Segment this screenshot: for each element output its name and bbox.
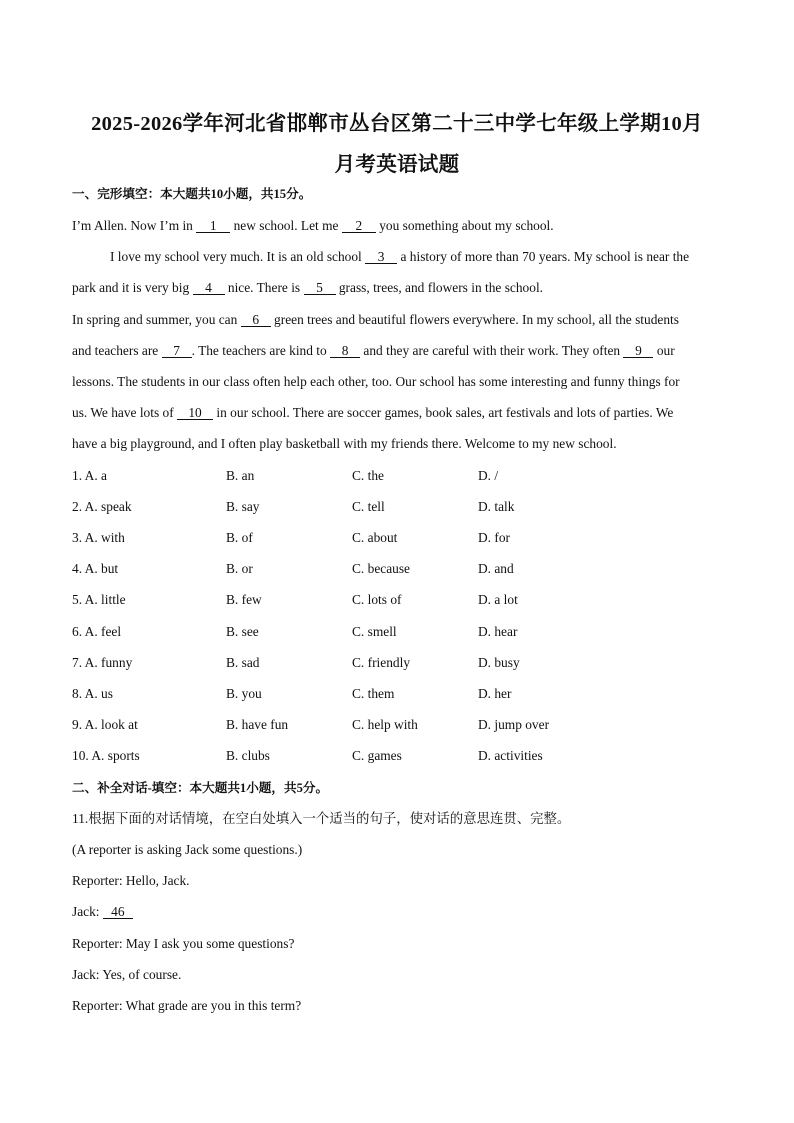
option-d: D. her xyxy=(478,686,512,701)
option-a: 3. A. with xyxy=(72,530,125,545)
option-a: 7. A. funny xyxy=(72,655,133,670)
dialogue-instruction: 11.根据下面的对话情境，在空白处填入一个适当的句子，使对话的意思连贯、完整。 xyxy=(72,811,571,826)
option-d: D. hear xyxy=(478,624,518,639)
option-d: D. talk xyxy=(478,499,515,514)
dialogue-line: Reporter: May I ask you some questions? xyxy=(72,936,295,951)
passage-line-1: I’m Allen. Now I’m in 1 new school. Let me 2 you something about my school. xyxy=(72,218,554,233)
option-a: 8. A. us xyxy=(72,686,113,701)
passage-line-7: us. We have lots of 10 in our school. There are soccer games, book sales, art festivals and lots of parties. We xyxy=(72,405,674,420)
option-c: C. help with xyxy=(352,717,418,732)
blank-7: 7 xyxy=(162,344,192,358)
dialogue-line: Reporter: Hello, Jack. xyxy=(72,873,190,888)
dialogue-line: Jack: Yes, of course. xyxy=(72,967,182,982)
passage-line-4: In spring and summer, you can 6 green trees and beautiful flowers everywhere. In my school, all the students xyxy=(72,312,679,327)
option-a: 4. A. but xyxy=(72,561,119,576)
option-a: 9. A. look at xyxy=(72,717,138,732)
option-a: 2. A. speak xyxy=(72,499,132,514)
blank-6: 6 xyxy=(241,313,271,327)
option-b: B. an xyxy=(226,468,255,483)
passage-line-8: have a big playground, and I often play basketball with my friends there. Welcome to my new school. xyxy=(72,436,617,451)
option-b: B. have fun xyxy=(226,717,289,732)
passage-line-6: lessons. The students in our class often help each other, too. Our school has some interesting and funny things for xyxy=(72,374,680,389)
option-b: B. see xyxy=(226,624,259,639)
option-c: C. because xyxy=(352,561,411,576)
option-b: B. sad xyxy=(226,655,260,670)
section-1-heading: 一、完形填空：本大题共10小题，共15分。 xyxy=(72,187,312,201)
option-a: 10. A. sports xyxy=(72,748,140,763)
option-d: D. / xyxy=(478,468,499,483)
blank-46: 46 xyxy=(103,905,133,919)
option-c: C. them xyxy=(352,686,395,701)
dialogue-line: Reporter: What grade are you in this term? xyxy=(72,998,302,1013)
option-c: C. the xyxy=(352,468,384,483)
dialogue-line: Jack: 46 xyxy=(72,904,133,920)
option-d: D. busy xyxy=(478,655,520,670)
option-d: D. a lot xyxy=(478,592,518,607)
blank-9: 9 xyxy=(623,344,653,358)
blank-5: 5 xyxy=(304,281,336,295)
dialogue-context: (A reporter is asking Jack some questions.) xyxy=(72,842,303,857)
option-b: B. or xyxy=(226,561,253,576)
option-c: C. smell xyxy=(352,624,397,639)
blank-10: 10 xyxy=(177,406,213,420)
option-b: B. say xyxy=(226,499,260,514)
option-a: 1. A. a xyxy=(72,468,107,483)
exam-title-line-2: 月考英语试题 xyxy=(334,154,460,176)
blank-8: 8 xyxy=(330,344,360,358)
passage-line-2: I love my school very much. It is an old school 3 a history of more than 70 years. My school is near the xyxy=(110,249,690,264)
passage-line-5: and teachers are 7 . The teachers are kind to 8 and they are careful with their work. They often 9 our xyxy=(72,343,675,358)
option-c: C. about xyxy=(352,530,398,545)
option-a: 5. A. little xyxy=(72,592,126,607)
option-b: B. few xyxy=(226,592,262,607)
option-d: D. jump over xyxy=(478,717,550,732)
option-d: D. activities xyxy=(478,748,543,763)
option-b: B. clubs xyxy=(226,748,270,763)
blank-4: 4 xyxy=(193,281,225,295)
option-d: D. and xyxy=(478,561,514,576)
option-d: D. for xyxy=(478,530,510,545)
option-c: C. tell xyxy=(352,499,385,514)
blank-2: 2 xyxy=(342,219,376,233)
option-a: 6. A. feel xyxy=(72,624,122,639)
option-b: B. you xyxy=(226,686,262,701)
section-2-heading: 二、补全对话-填空：本大题共1小题，共5分。 xyxy=(72,781,329,795)
option-c: C. games xyxy=(352,748,402,763)
exam-title-line-1: 2025-2026学年河北省邯郸市丛台区第二十三中学七年级上学期10月 xyxy=(91,113,703,135)
option-c: C. lots of xyxy=(352,592,402,607)
blank-1: 1 xyxy=(196,219,230,233)
passage-line-3: park and it is very big 4 nice. There is 5 grass, trees, and flowers in the school. xyxy=(72,280,544,295)
blank-3: 3 xyxy=(365,250,397,264)
option-b: B. of xyxy=(226,530,253,545)
option-c: C. friendly xyxy=(352,655,411,670)
